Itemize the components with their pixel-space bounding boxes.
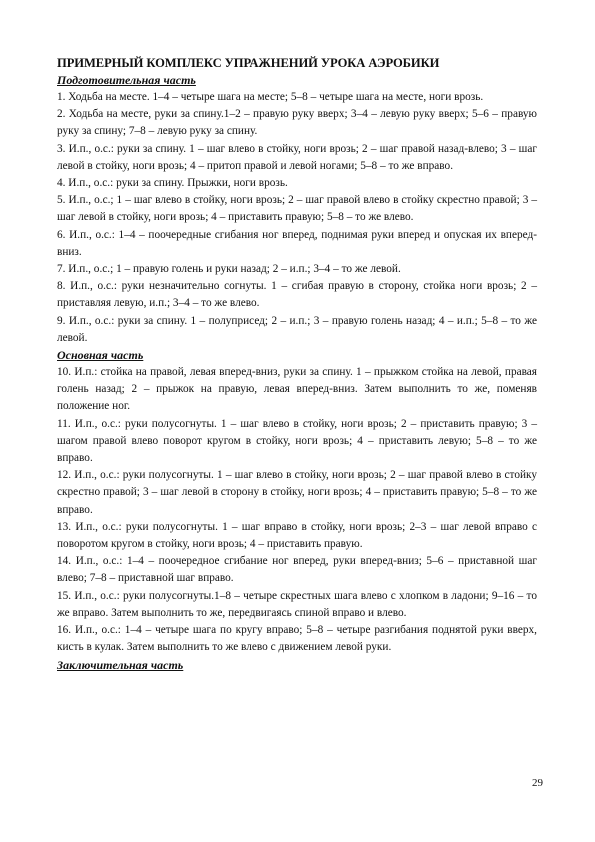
exercise-item-9: 9. И.п., о.с.: руки за спину. 1 – полуприсед; 2 – и.п.; 3 – правую голень назад; 4 – и.п.; 5–8 – то же левой.	[57, 314, 537, 344]
exercise-item-3: 3. И.п., о.с.: руки за спину. 1 – шаг влево в стойку, ноги врозь; 2 – шаг правой назад-влево; 3 – шаг левой в стойку, ноги врозь; 4 – притоп правой и левой ногами; 5–8 – то же вправо.	[57, 142, 537, 172]
exercise-item-2: 2. Ходьба на месте, руки за спину.1–2 – правую руку вверх; 3–4 – левую руку вверх; 5–6 – правую руку за спину; 7–8 – левую руку за спину.	[57, 108, 537, 138]
exercise-item-13: 13. И.п., о.с.: руки полусогнуты. 1 – шаг вправо в стойку, ноги врозь; 2–3 – шаг левой вправо с поворотом кругом в стойку, ноги врозь; 4 – приставить правую.	[57, 520, 537, 551]
section-main	[57, 347, 537, 656]
exercise-item-1: 1. Ходьба на месте. 1–4 – четыре шага на месте; 5–8 – четыре шага на месте, ноги врозь.	[57, 91, 484, 103]
page-number: 29	[532, 777, 543, 789]
section-final	[57, 657, 537, 674]
exercise-item-8: 8. И.п., о.с.: руки незначительно согнуты. 1 – сгибая правую в сторону, стойка ноги врозь; 2 – приставляя левую, и.п.; 3–4 – то же влево.	[57, 280, 537, 310]
section-heading: Заключительная часть	[57, 657, 184, 672]
section-heading: Подготовительная часть	[57, 73, 196, 87]
exercise-item-4: 4. И.п., о.с.: руки за спину. Прыжки, ноги врозь.	[57, 177, 288, 190]
exercise-item-15: 15. И.п., о.с.: руки полусогнуты.1–8 – четыре скрестных шага влево с хлопком в ладони; 9–16 – то же вправо. Затем выполнить то же, передвигаясь спиной вправо и влево.	[57, 589, 537, 619]
exercise-item-10: 10. И.п.: стойка на правой, левая вперед-вниз, руки за спину. 1 – прыжком стойка на левой, правая голень назад; 2 – прыжок на правую, левая вперед-вниз. Затем выполнить то же, поменяв положение ног.	[57, 366, 537, 413]
exercise-item-5: 5. И.п., о.с.; 1 – шаг влево в стойку, ноги врозь; 2 – шаг правой влево в стойку скрестно правой; 3 – шаг левой в стойку, ноги врозь; 4 – приставить правую; 5–8 – то же влево.	[57, 194, 537, 224]
section-preparatory	[57, 72, 537, 347]
exercise-item-16: 16. И.п., о.с.: 1–4 – четыре шага по кругу вправо; 5–8 – четыре разгибания поднятой руки вверх, кисть в кулак. Затем выполнить то же влево с движением левой руки.	[57, 624, 537, 654]
exercise-item-12: 12. И.п., о.с.: руки полусогнуты. 1 – шаг влево в стойку, ноги врозь; 2 – шаг правой влево в стойку скрестно правой; 3 – шаг левой в сторону в стойку, ноги врозь; 4 – приставить правую; 5–8 – то же вправо.	[57, 469, 537, 516]
exercise-item-6: 6. И.п., о.с.: 1–4 – поочередные сгибания ног вперед, поднимая руки вперед и опуская их вперед-вниз.	[57, 228, 537, 258]
page-title: ПРИМЕРНЫЙ КОМПЛЕКС УПРАЖНЕНИЙ УРОКА АЭРОБИКИ	[57, 56, 440, 70]
exercise-item-14: 14. И.п., о.с.: 1–4 – поочередное сгибание ног вперед, руки вперед-вниз; 5–6 – приставной шаг влево; 7–8 – приставной шаг вправо.	[57, 555, 537, 585]
document-page	[57, 55, 537, 674]
exercise-item-7: 7. И.п., о.с.; 1 – правую голень и руки назад; 2 – и.п.; 3–4 – то же левой.	[57, 263, 401, 276]
exercise-item-11: 11. И.п., о.с.: руки полусогнуты. 1 – шаг влево в стойку, ноги врозь; 2 – приставить правую; 3 – шагом правой влево поворот кругом в стойку, ноги врозь; 4 – приставить левую; 5–8 – то же вправо.	[57, 417, 537, 465]
section-heading: Основная часть	[57, 348, 144, 363]
